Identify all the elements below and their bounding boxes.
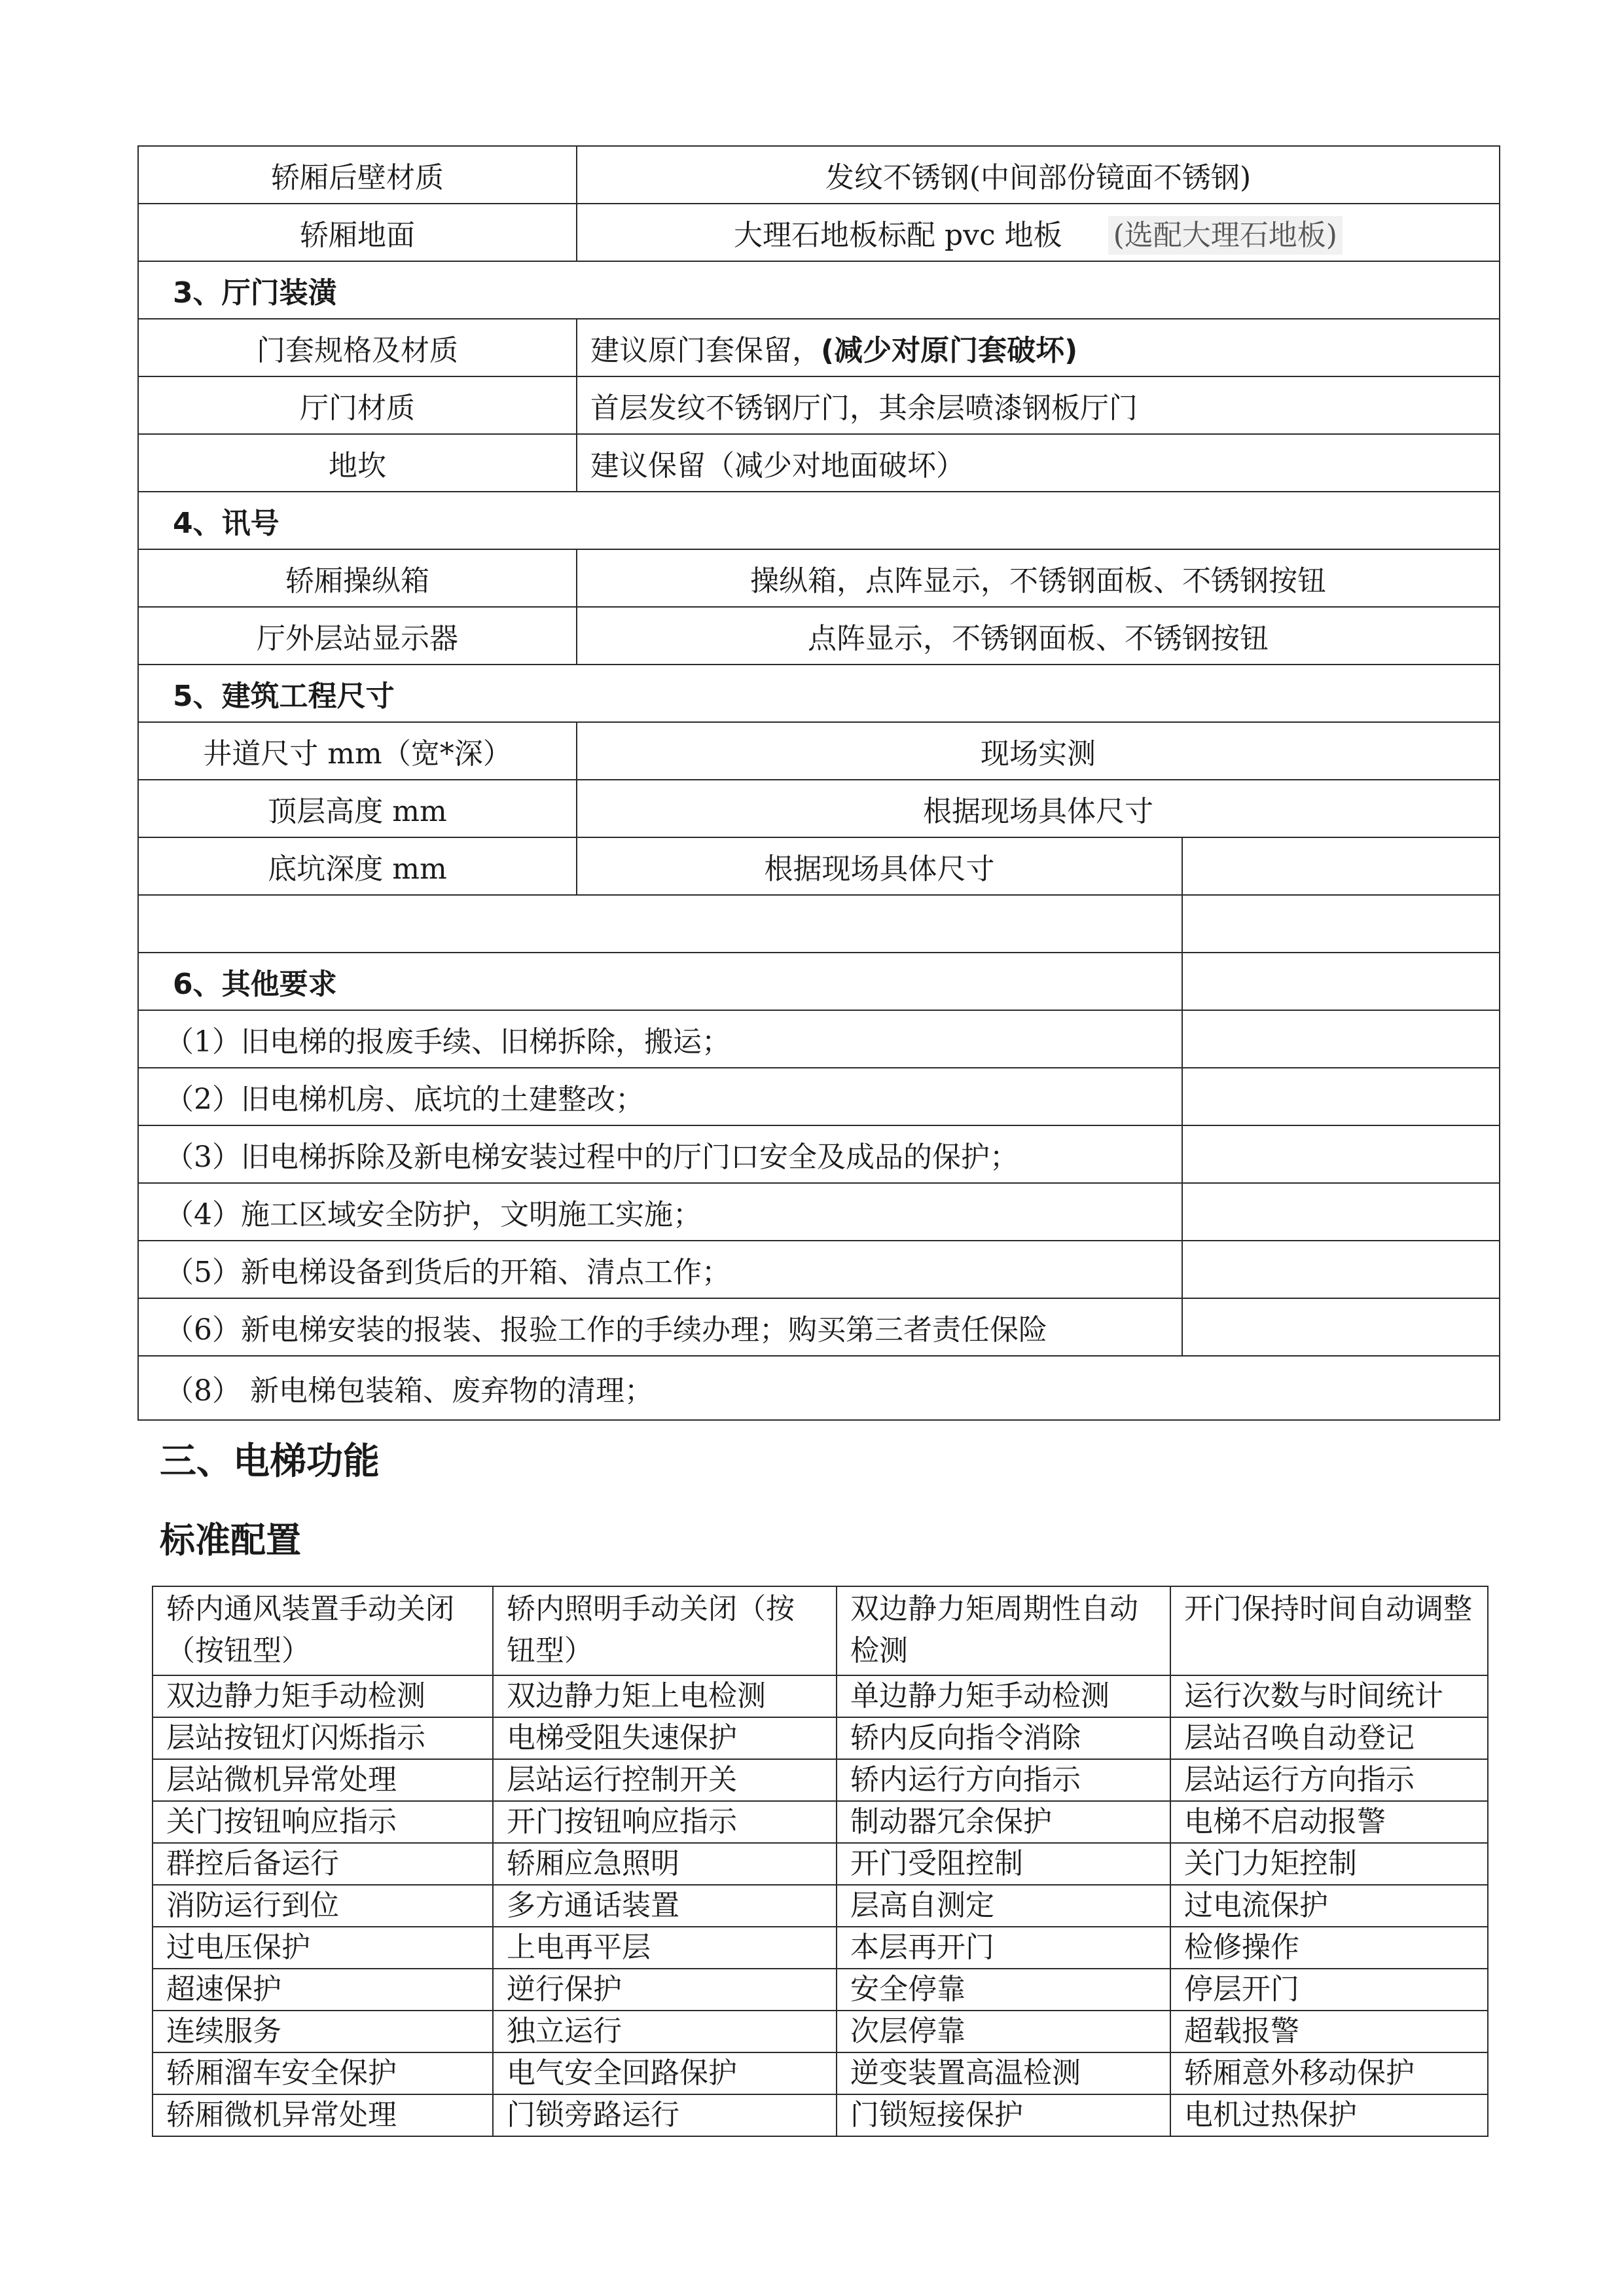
function-cell: 单边静力矩手动检测 (837, 1675, 1170, 1717)
row-label: 门套规格及材质 (138, 319, 577, 376)
section-title: 三、电梯功能 (160, 1440, 380, 1483)
table-row (138, 780, 1500, 837)
requirement-row (138, 1298, 1500, 1356)
empty-cell (1182, 895, 1500, 953)
function-cell: 电梯不启动报警 (1170, 1801, 1488, 1843)
table-row (138, 204, 1500, 261)
table-row (153, 1885, 1488, 1927)
function-cell: 运行次数与时间统计 (1170, 1675, 1488, 1717)
table-row (138, 319, 1500, 376)
row-value: 建议保留（减少对地面破坏） (577, 434, 1500, 492)
section-heading: 4、讯号 (138, 492, 1500, 549)
function-cell: 门锁旁路运行 (493, 2094, 837, 2136)
function-cell: 开门按钮响应指示 (493, 1801, 837, 1843)
empty-cell (1182, 1125, 1500, 1183)
row-label: 轿厢地面 (138, 204, 577, 261)
function-cell: 过电流保护 (1170, 1885, 1488, 1927)
function-cell: 轿内反向指令消除 (837, 1717, 1170, 1759)
table-row (153, 1927, 1488, 1969)
row-label: 顶层高度 mm (138, 780, 577, 837)
requirement-row (138, 1241, 1500, 1298)
function-cell: 独立运行 (493, 2011, 837, 2052)
table-row (153, 1801, 1488, 1843)
function-cell: 轿内运行方向指示 (837, 1759, 1170, 1801)
function-cell: 轿厢意外移动保护 (1170, 2052, 1488, 2094)
spec-table (137, 145, 1500, 1421)
function-cell: 轿厢应急照明 (493, 1843, 837, 1885)
function-cell: 层站运行控制开关 (493, 1759, 837, 1801)
empty-row (138, 895, 1500, 953)
function-cell: 层高自测定 (837, 1885, 1170, 1927)
function-cell: 电梯受阻失速保护 (493, 1717, 837, 1759)
requirement-item: （5）新电梯设备到货后的开箱、清点工作； (138, 1241, 1182, 1298)
function-cell: 轿厢溜车安全保护 (153, 2052, 493, 2094)
table-row (138, 549, 1500, 607)
row-value: 操纵箱，点阵显示，不锈钢面板、不锈钢按钮 (577, 549, 1500, 607)
requirement-item: （3）旧电梯拆除及新电梯安装过程中的厅门口安全及成品的保护； (138, 1125, 1182, 1183)
function-cell: 层站微机异常处理 (153, 1759, 493, 1801)
function-cell: 层站运行方向指示 (1170, 1759, 1488, 1801)
function-cell: 过电压保护 (153, 1927, 493, 1969)
function-cell: 群控后备运行 (153, 1843, 493, 1885)
function-cell: 双边静力矩手动检测 (153, 1675, 493, 1717)
function-cell: 制动器冗余保护 (837, 1801, 1170, 1843)
section-heading: 6、其他要求 (138, 953, 1182, 1010)
requirement-item: （6）新电梯安装的报装、报验工作的手续办理；购买第三者责任保险 (138, 1298, 1182, 1356)
row-label: 轿厢后壁材质 (138, 146, 577, 204)
section-row (138, 953, 1500, 1010)
table-row (153, 2011, 1488, 2052)
function-cell: 停层开门 (1170, 1969, 1488, 2011)
row-value: 点阵显示，不锈钢面板、不锈钢按钮 (577, 607, 1500, 665)
function-cell: 逆行保护 (493, 1969, 837, 2011)
table-row (138, 376, 1500, 434)
function-cell: 多方通话装置 (493, 1885, 837, 1927)
requirement-row (138, 1183, 1500, 1241)
row-label: 厅门材质 (138, 376, 577, 434)
optional-note: (选配大理石地板) (1108, 216, 1343, 255)
requirement-row (138, 1010, 1500, 1068)
function-cell: 上电再平层 (493, 1927, 837, 1969)
empty-cell (1182, 953, 1500, 1010)
table-row (138, 434, 1500, 492)
function-cell: 门锁短接保护 (837, 2094, 1170, 2136)
table-row (153, 2052, 1488, 2094)
function-cell: 电气安全回路保护 (493, 2052, 837, 2094)
table-row (153, 1675, 1488, 1717)
section-row (138, 665, 1500, 722)
table-row (153, 1969, 1488, 2011)
table-row (153, 1717, 1488, 1759)
table-row (153, 1759, 1488, 1801)
function-cell: 层站召唤自动登记 (1170, 1717, 1488, 1759)
table-row (138, 146, 1500, 204)
function-cell: 关门按钮响应指示 (153, 1801, 493, 1843)
function-cell: 超速保护 (153, 1969, 493, 2011)
function-cell: 连续服务 (153, 2011, 493, 2052)
function-cell: 轿内通风装置手动关闭（按钮型） (153, 1586, 493, 1675)
function-cell: 安全停靠 (837, 1969, 1170, 2011)
table-row (138, 722, 1500, 780)
row-value: 发纹不锈钢(中间部份镜面不锈钢) (577, 146, 1500, 204)
function-cell: 开门受阻控制 (837, 1843, 1170, 1885)
function-cell: 检修操作 (1170, 1927, 1488, 1969)
empty-cell (138, 895, 1182, 953)
function-cell: 轿厢微机异常处理 (153, 2094, 493, 2136)
value-emphasis: (减少对原门套破坏) (821, 334, 1078, 367)
row-value: 根据现场具体尺寸 (577, 837, 1182, 895)
row-label: 地坎 (138, 434, 577, 492)
empty-cell (1182, 1183, 1500, 1241)
empty-cell (1182, 1241, 1500, 1298)
value-text: 建议原门套保留， (590, 334, 821, 367)
function-cell: 开门保持时间自动调整 (1170, 1586, 1488, 1675)
table-row (153, 2094, 1488, 2136)
empty-cell (1182, 1068, 1500, 1125)
requirement-item: （4）施工区域安全防护，文明施工实施； (138, 1183, 1182, 1241)
requirement-row (138, 1356, 1500, 1420)
empty-cell (1182, 837, 1500, 895)
table-row (138, 607, 1500, 665)
requirement-item: （2）旧电梯机房、底坑的土建整改； (138, 1068, 1182, 1125)
function-cell: 双边静力矩周期性自动检测 (837, 1586, 1170, 1675)
functions-table (152, 1586, 1489, 2137)
row-label: 厅外层站显示器 (138, 607, 577, 665)
row-label: 底坑深度 mm (138, 837, 577, 895)
row-value (577, 204, 1500, 261)
function-cell: 轿内照明手动关闭（按钮型） (493, 1586, 837, 1675)
section-heading: 3、厅门装潢 (138, 261, 1500, 319)
section-row (138, 261, 1500, 319)
function-cell: 本层再开门 (837, 1927, 1170, 1969)
requirement-row (138, 1068, 1500, 1125)
requirement-row (138, 1125, 1500, 1183)
section-row (138, 492, 1500, 549)
function-cell: 消防运行到位 (153, 1885, 493, 1927)
empty-cell (1182, 1298, 1500, 1356)
function-cell: 电机过热保护 (1170, 2094, 1488, 2136)
row-label: 轿厢操纵箱 (138, 549, 577, 607)
function-cell: 双边静力矩上电检测 (493, 1675, 837, 1717)
section-heading: 5、建筑工程尺寸 (138, 665, 1500, 722)
table-row (153, 1586, 1488, 1675)
table-row (153, 1843, 1488, 1885)
function-cell: 逆变装置高温检测 (837, 2052, 1170, 2094)
row-value: 现场实测 (577, 722, 1500, 780)
requirement-item: （1）旧电梯的报废手续、旧梯拆除，搬运； (138, 1010, 1182, 1068)
row-label: 井道尺寸 mm（宽*深） (138, 722, 577, 780)
requirement-item: （8） 新电梯包装箱、废弃物的清理； (138, 1356, 1500, 1420)
function-cell: 次层停靠 (837, 2011, 1170, 2052)
table-row (138, 837, 1500, 895)
function-cell: 超载报警 (1170, 2011, 1488, 2052)
function-cell: 层站按钮灯闪烁指示 (153, 1717, 493, 1759)
value-text: 大理石地板标配 pvc 地板 (734, 219, 1062, 252)
function-cell: 关门力矩控制 (1170, 1843, 1488, 1885)
row-value: 首层发纹不锈钢厅门，其余层喷漆钢板厅门 (577, 376, 1500, 434)
subsection-title: 标准配置 (160, 1520, 301, 1561)
row-value (577, 319, 1500, 376)
row-value: 根据现场具体尺寸 (577, 780, 1500, 837)
empty-cell (1182, 1010, 1500, 1068)
